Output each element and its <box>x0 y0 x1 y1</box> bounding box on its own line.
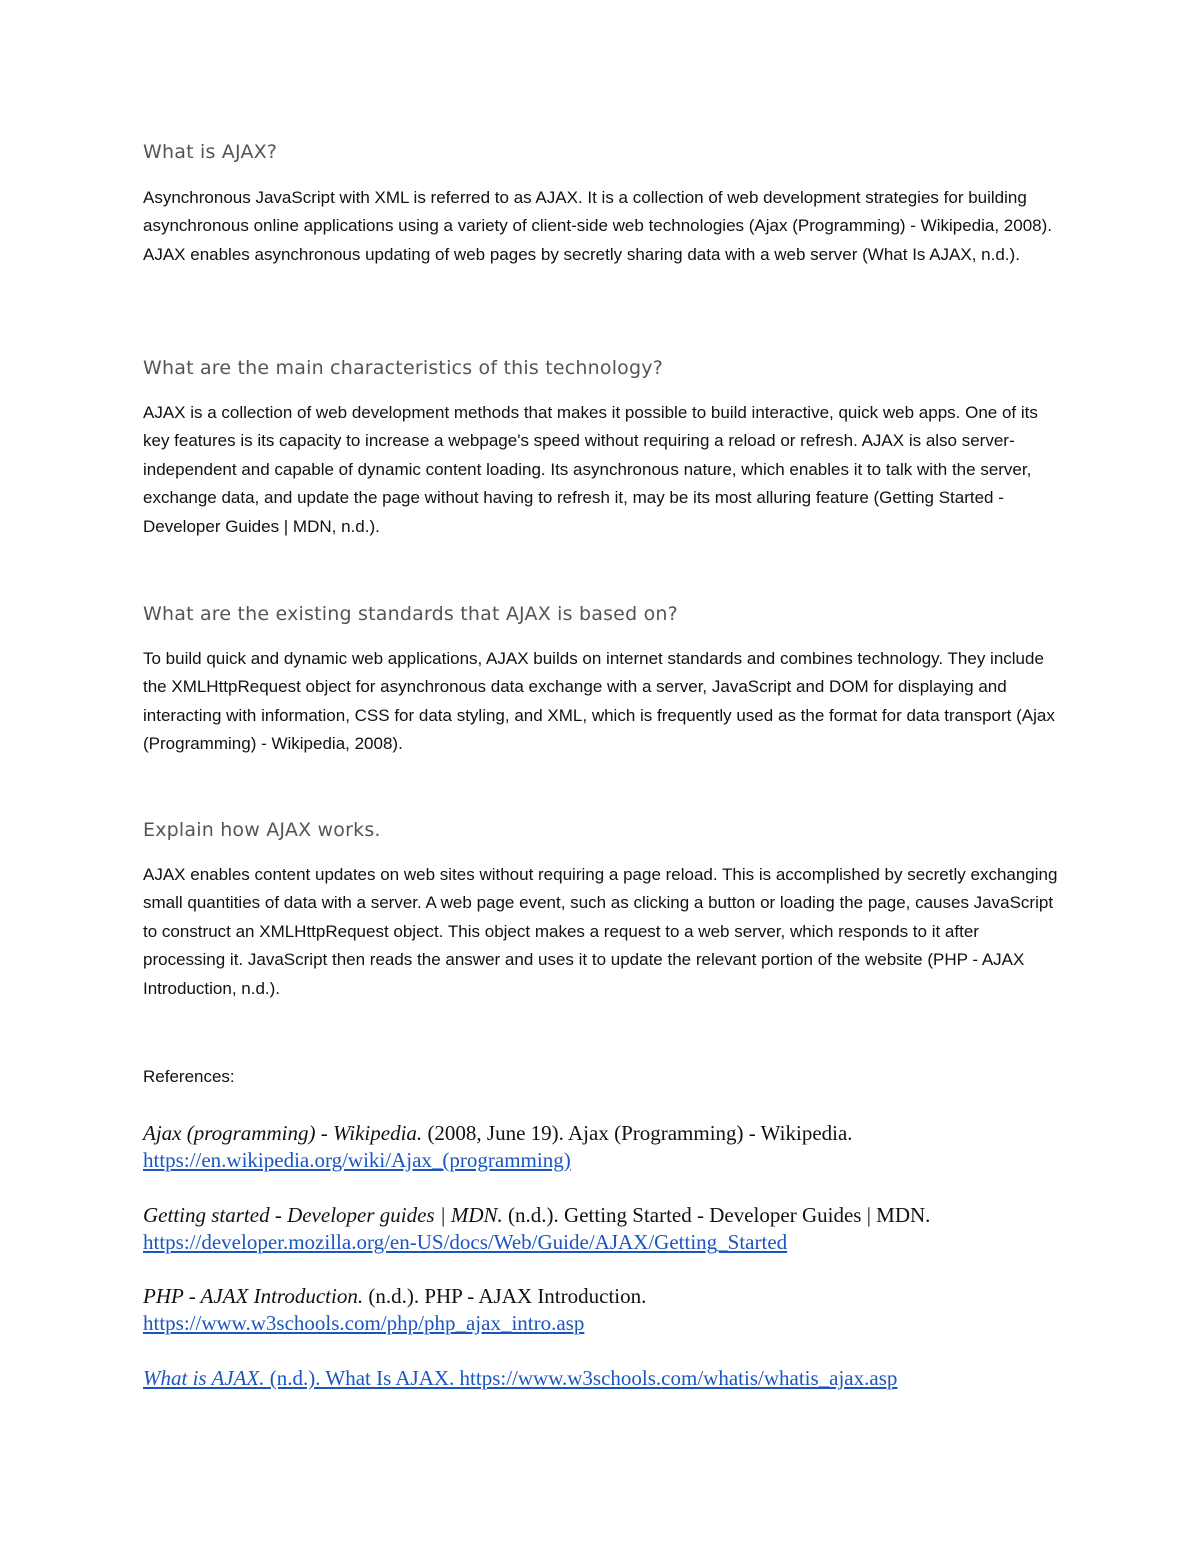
reference-details: (2008, June 19). Ajax (Programming) - Wikipedia. <box>422 1121 853 1145</box>
section-heading-what-is-ajax: What is AJAX? <box>143 141 278 163</box>
reference-title: Ajax (programming) - Wikipedia. <box>143 1121 423 1145</box>
section-body-what-is-ajax: Asynchronous JavaScript with XML is referred to as AJAX. It is a collection of web development strategies for building asynchronous online applications using a variety of client-side web technologies (Ajax (Programming) - Wikipedia, 2008). AJAX enables asynchronous updating of web pages by secretly sharing data with a web server (What Is AJAX, n.d.). <box>143 188 1053 264</box>
section-heading-characteristics: What are the main characteristics of this technology? <box>143 357 663 379</box>
reference-title: Getting started - Developer guides | MDN. <box>143 1203 503 1227</box>
section-body-how-it-works: AJAX enables content updates on web sites without requiring a page reload. This is accomplished by secretly exchanging small quantities of data with a server. A web page event, such as clicking a button or loading the page, causes JavaScript to construct an XMLHttpRequest object. This object makes a request to a web server, which responds to it after processing it. JavaScript then reads the answer and uses it to update the relevant portion of the website (PHP - AJAX Introduction, n.d.). <box>143 865 1058 998</box>
section-body-standards: To build quick and dynamic web applications, AJAX builds on internet standards and combines technology. They include the XMLHttpRequest object for asynchronous data exchange with a server, JavaScript and DOM for displaying and interacting with information, CSS for data styling, and XML, which is frequently used as the format for data transport (Ajax (Programming) - Wikipedia, 2008). <box>143 649 1055 754</box>
section-heading-standards: What are the existing standards that AJAX is based on? <box>143 603 678 625</box>
reference-details: (n.d.). Getting Started - Developer Guides | MDN. <box>502 1203 931 1227</box>
reference-link[interactable]: https://en.wikipedia.org/wiki/Ajax_(programming) <box>143 1147 571 1172</box>
references-label: References: <box>143 1067 235 1086</box>
reference-what-is-ajax[interactable] <box>143 1365 1063 1392</box>
reference-title: What is AJAX. <box>143 1366 265 1390</box>
reference-title: PHP - AJAX Introduction. <box>143 1284 364 1308</box>
reference-link[interactable]: https://www.w3schools.com/whatis/whatis_ajax.asp <box>459 1366 898 1390</box>
reference-link[interactable]: https://www.w3schools.com/php/php_ajax_intro.asp <box>143 1310 585 1335</box>
reference-details: (n.d.). What Is AJAX. <box>264 1366 460 1390</box>
reference-details: (n.d.). PHP - AJAX Introduction. <box>363 1284 647 1308</box>
reference-link[interactable]: https://developer.mozilla.org/en-US/docs/Web/Guide/AJAX/Getting_Started <box>143 1229 788 1254</box>
section-heading-how-it-works: Explain how AJAX works. <box>143 819 381 841</box>
reference-wikipedia <box>143 1120 1063 1173</box>
reference-php-ajax <box>143 1283 1063 1336</box>
section-body-characteristics: AJAX is a collection of web development methods that makes it possible to build interactive, quick web apps. One of its key features is its capacity to increase a webpage's speed without requiring a reload or refresh. AJAX is also server-independent and capable of dynamic content loading. Its asynchronous nature, which enables it to talk with the server, exchange data, and update the page without having to refresh it, may be its most alluring feature (Getting Started - Developer Guides | MDN, n.d.). <box>143 403 1038 536</box>
reference-mdn <box>143 1202 1063 1255</box>
